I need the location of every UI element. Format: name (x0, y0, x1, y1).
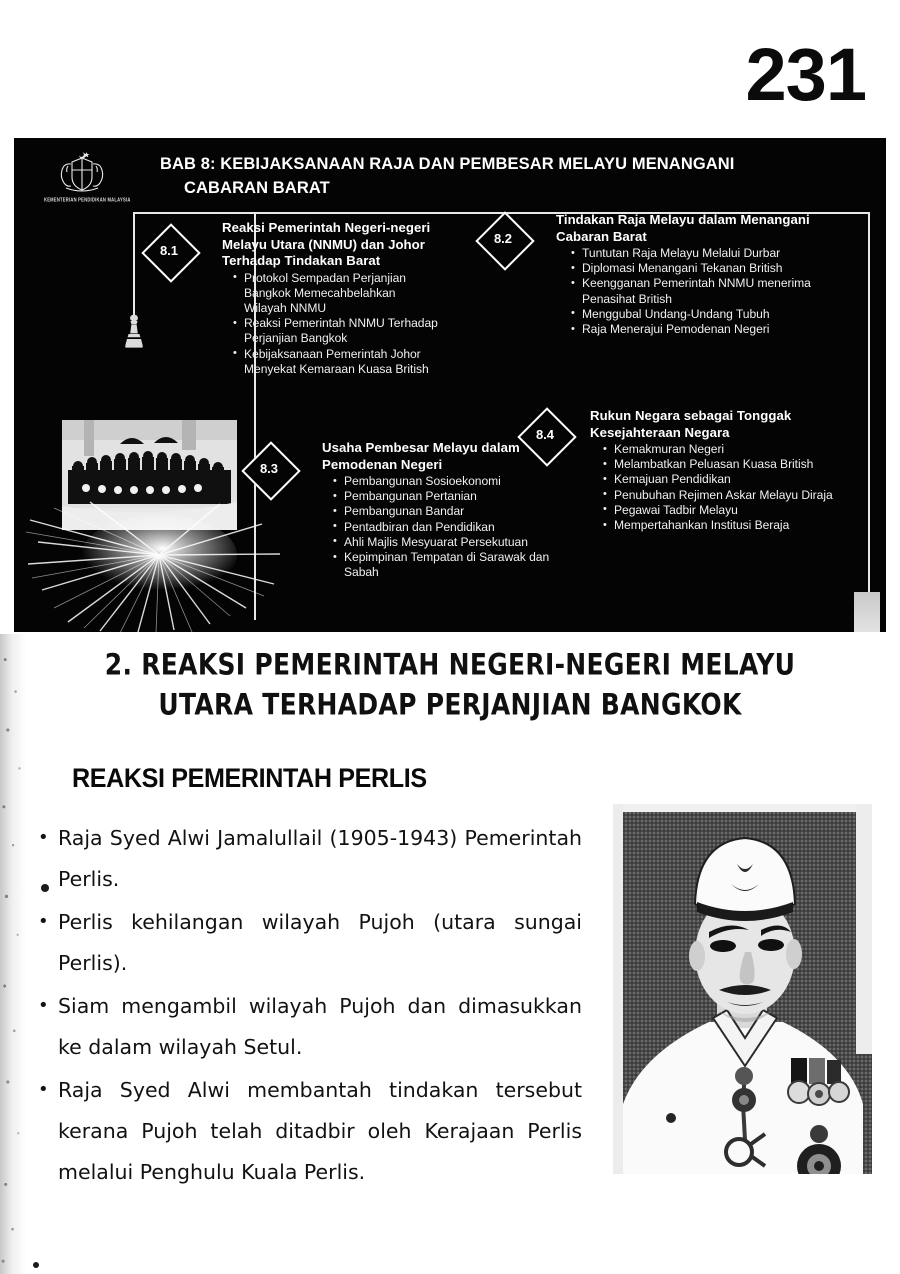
list-item: • Kebijaksanaan Pemerintah Johor Menyekat Kemaraan Kuasa British (232, 347, 440, 377)
list-item: • Ahli Majlis Mesyuarat Persekutuan (332, 535, 560, 550)
malaysia-coat-of-arms-icon (56, 150, 108, 194)
list-item: • Pegawai Tadbir Melayu (602, 503, 876, 518)
infographic-node-8-3 (250, 440, 560, 580)
chess-piece-icon (122, 314, 146, 348)
list-item: • Kepimpinan Tempatan di Sarawak dan Sabah (332, 550, 560, 580)
sub-title: REAKSI PEMERINTAH PERLIS (72, 763, 427, 793)
node-heading-8-2: Tindakan Raja Melayu dalam Menangani Cabaran Barat (556, 212, 810, 244)
group-photograph (62, 420, 237, 530)
node-heading-8-3: Usaha Pembesar Melayu dalam Pemodenan Negeri (322, 440, 520, 472)
list-item: • Kemajuan Pendidikan (602, 472, 876, 487)
section-title-line1: 2. REAKSI PEMERINTAH NEGERI-NEGERI MELAYU (104, 647, 796, 682)
list-item: • Raja Syed Alwi membantah tindakan tersebut kerana Pujoh telah ditadbir oleh Kerajaan Perlis melalui Penghulu Kuala Perlis. (36, 1070, 582, 1193)
frame-connector-horizontal (133, 212, 256, 214)
panel-corner-marker (854, 592, 880, 632)
infographic-node-8-1 (150, 220, 440, 377)
body-bullet-list (36, 818, 582, 1195)
list-item: • Penubuhan Rejimen Askar Melayu Diraja (602, 488, 876, 503)
list-item: • Pembangunan Pertanian (332, 489, 560, 504)
section-title (36, 645, 864, 725)
infographic-title-line1: BAB 8: KEBIJAKSANAAN RAJA DAN PEMBESAR MELAYU MENANGANI (160, 155, 735, 173)
infographic-title-line2: CABARAN BARAT (184, 179, 330, 197)
node-heading-8-1: Reaksi Pemerintah Negeri-negeri Melayu Utara (NNMU) dan Johor Terhadap Tindakan Barat (222, 220, 431, 268)
ministry-crest (44, 150, 131, 203)
list-item: • Protokol Sempadan Perjanjian Bangkok Memecahbelahkan Wilayah NNMU (232, 271, 440, 317)
node-bullet-list-8-4 (602, 442, 876, 533)
list-item: • Pentadbiran dan Pendidikan (332, 520, 560, 535)
chapter-infographic-panel (14, 138, 886, 632)
node-bullet-list-8-2 (570, 246, 864, 337)
page-number: 231 (745, 33, 866, 116)
infographic-title (160, 152, 860, 200)
list-item: • Siam mengambil wilayah Pujoh dan dimasukkan ke dalam wilayah Setul. (36, 986, 582, 1068)
list-item: • Melambatkan Peluasan Kuasa British (602, 457, 876, 472)
infographic-node-8-4 (526, 408, 876, 533)
list-item: • Mempertahankan Institusi Beraja (602, 518, 876, 533)
node-number-8-3: 8.3 (259, 461, 279, 476)
list-item: • Kemakmuran Negeri (602, 442, 876, 457)
list-item: • Raja Menerajui Pemodenan Negeri (570, 322, 864, 337)
scan-edge-artifact (0, 634, 26, 1274)
ministry-crest-label: KEMENTERIAN PENDIDIKAN MALAYSIA (44, 196, 131, 203)
node-number-8-4: 8.4 (535, 427, 555, 442)
infographic-node-8-2 (484, 212, 864, 337)
list-item: • Raja Syed Alwi Jamalullail (1905-1943) Pemerintah Perlis. (36, 818, 582, 900)
portrait-photograph (613, 804, 872, 1174)
node-bullet-list-8-1 (232, 271, 440, 377)
list-item: • Perlis kehilangan wilayah Pujoh (utara sungai Perlis). (36, 902, 582, 984)
list-item: • Tuntutan Raja Melayu Melalui Durbar (570, 246, 864, 261)
node-heading-8-4: Rukun Negara sebagai Tonggak Kesejahteraan Negara (590, 408, 792, 440)
section-title-line2: UTARA TERHADAP PERJANJIAN BANGKOK (158, 687, 742, 722)
scan-speck (33, 1262, 39, 1268)
frame-connector-vertical (133, 212, 135, 316)
list-item: • Menggubal Undang-Undang Tubuh (570, 307, 864, 322)
list-item: • Diplomasi Menangani Tekanan British (570, 261, 864, 276)
node-number-8-1: 8.1 (159, 243, 179, 258)
list-item: • Pembangunan Bandar (332, 504, 560, 519)
list-item: • Keengganan Pemerintah NNMU menerima Penasihat British (570, 276, 864, 306)
list-item: • Pembangunan Sosioekonomi (332, 474, 560, 489)
list-item: • Reaksi Pemerintah NNMU Terhadap Perjanjian Bangkok (232, 316, 440, 346)
node-number-8-2: 8.2 (493, 231, 513, 246)
